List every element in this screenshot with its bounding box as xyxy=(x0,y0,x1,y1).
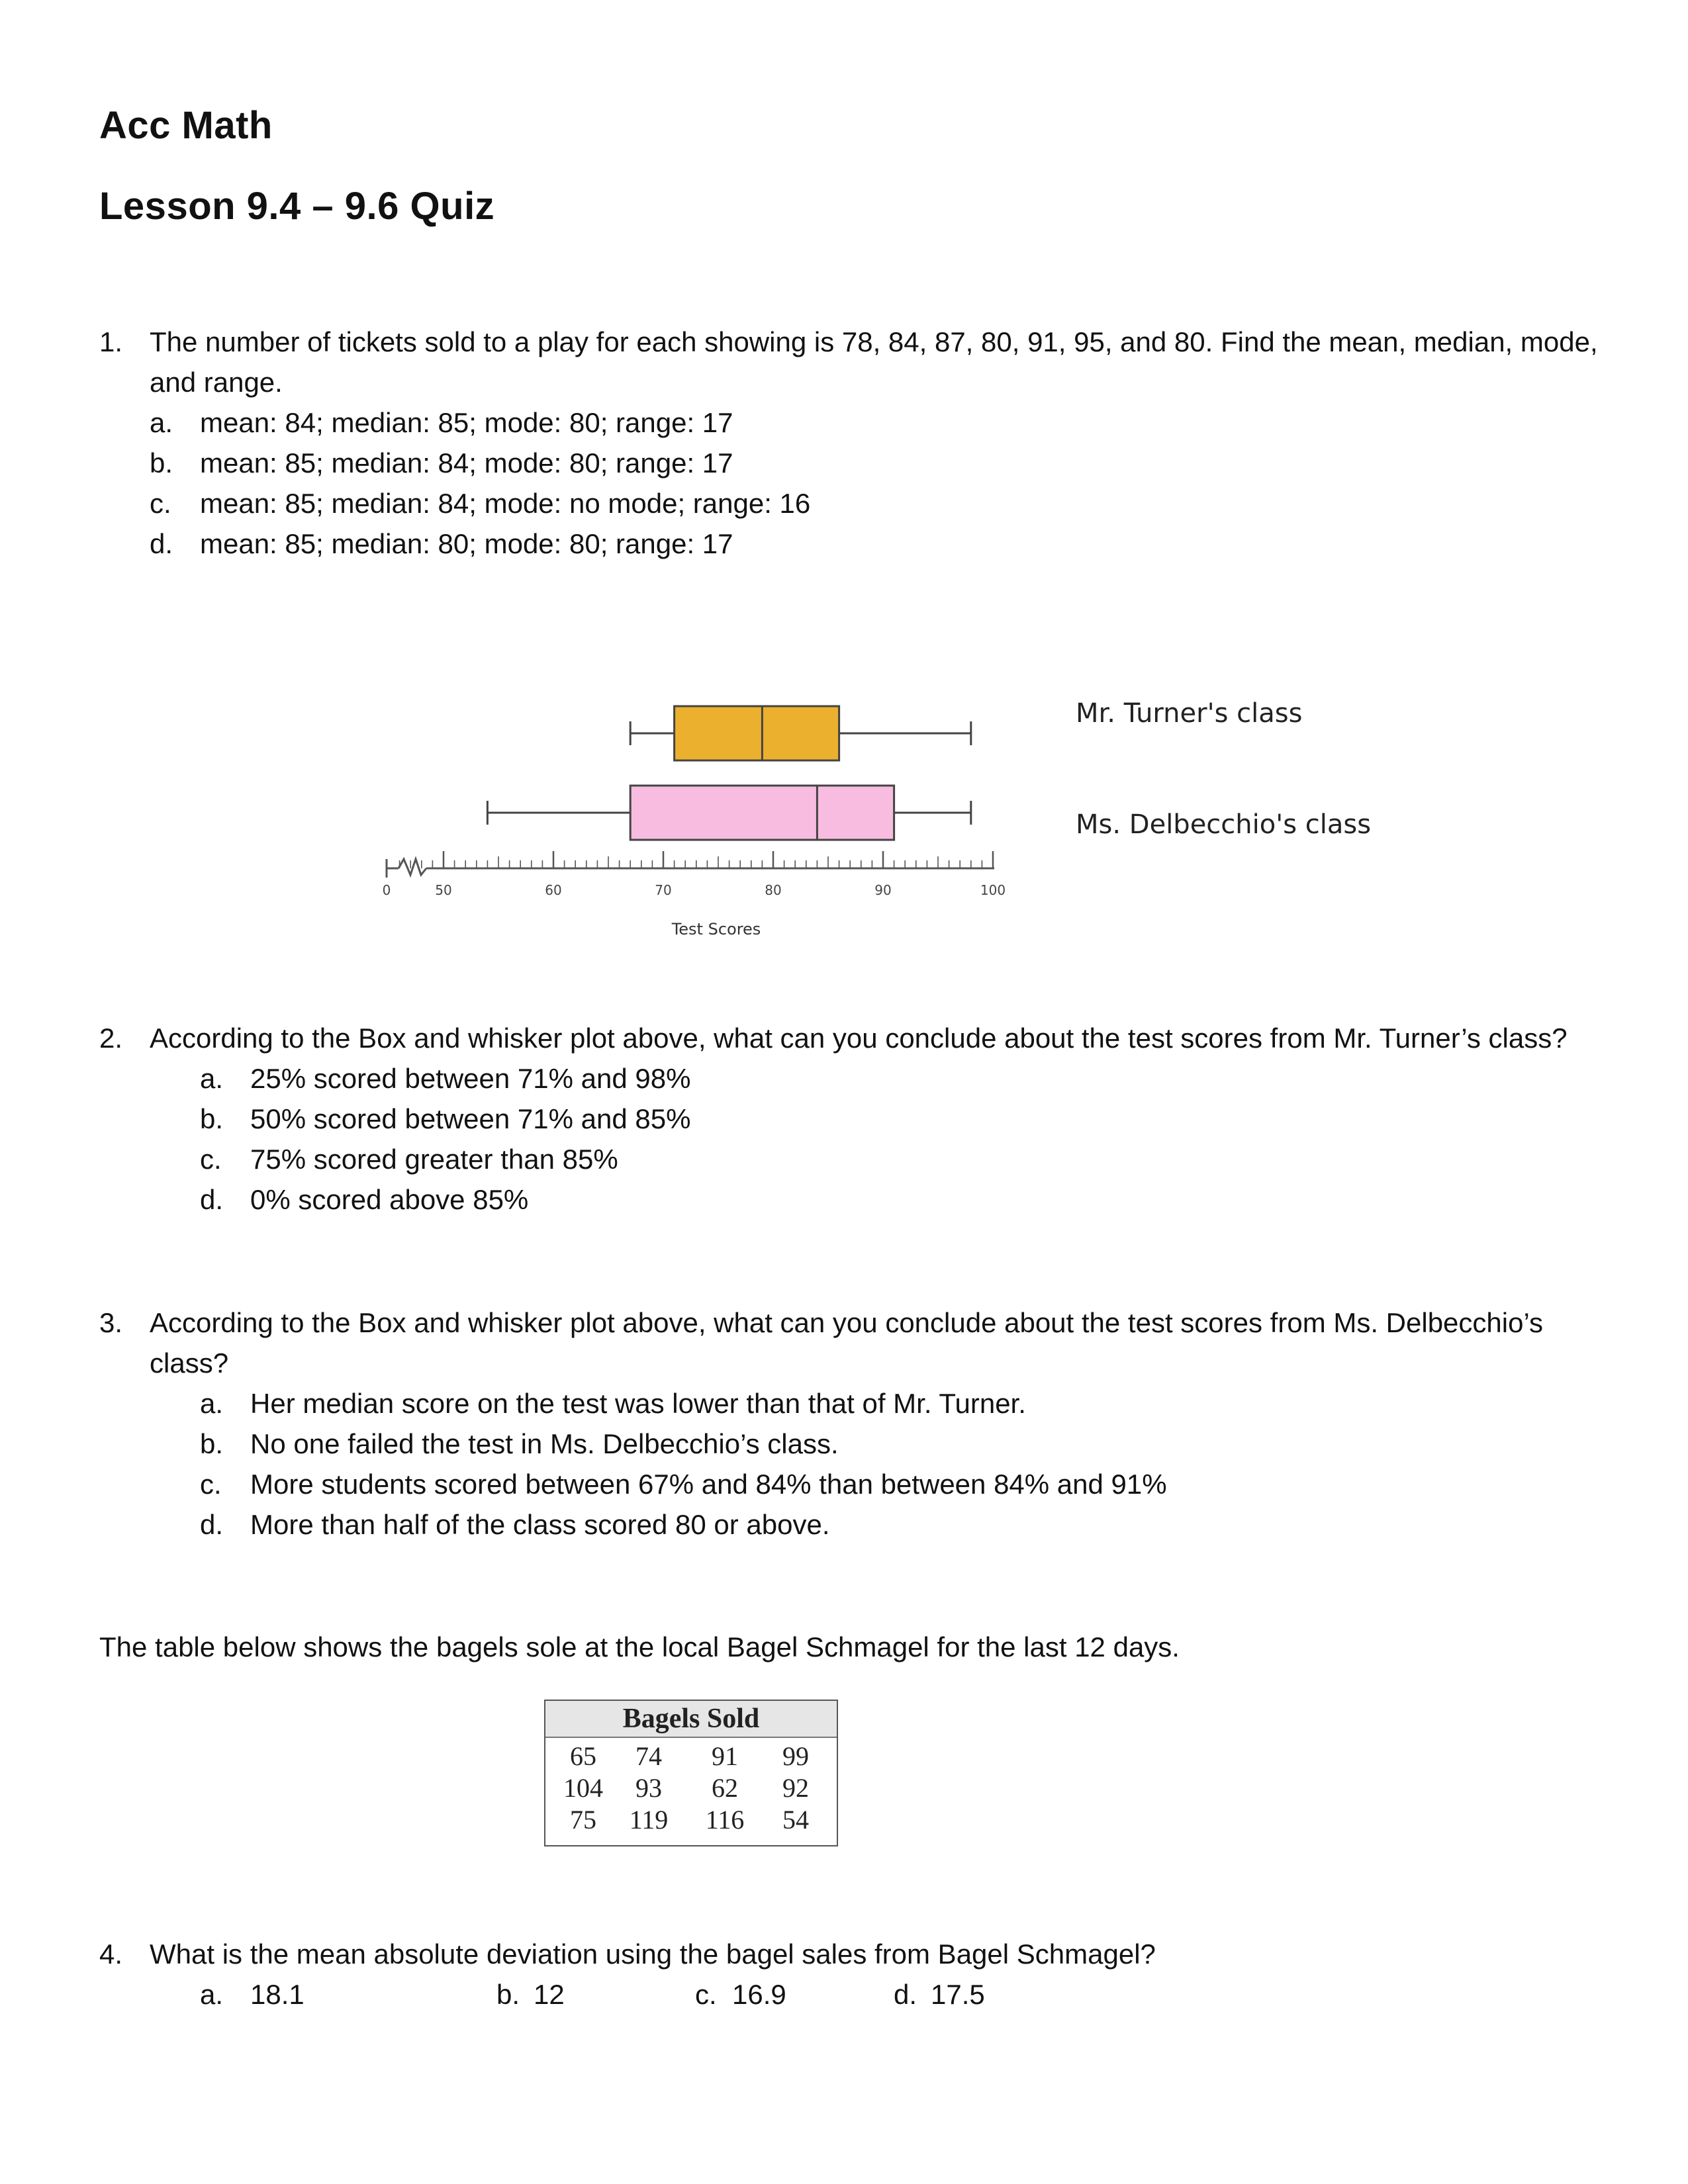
answer-option-c[interactable] xyxy=(150,483,1602,523)
option-text: More students scored between 67% and 84% than between 84% and 91% xyxy=(250,1469,1167,1500)
table-cell: 104 xyxy=(563,1773,603,1803)
option-letter: b. xyxy=(200,1103,224,1134)
answer-option-d[interactable] xyxy=(200,1504,1602,1545)
option-letter: d. xyxy=(150,528,173,559)
axis-break xyxy=(399,859,426,875)
table-body xyxy=(556,1741,829,1836)
option-letter: c. xyxy=(200,1144,222,1175)
table-intro-text: The table below shows the bagels sole at the local Bagel Schmagel for the last 12 days. xyxy=(99,1631,1180,1662)
question-text: The number of tickets sold to a play for each showing is 78, 84, 87, 80, 91, 95, and 80. Find the mean, median, mode, and range. xyxy=(150,326,1598,398)
axis-tick-label: 70 xyxy=(655,882,672,898)
table-cell: 116 xyxy=(705,1805,745,1835)
axis-tick-label: 60 xyxy=(545,882,562,898)
option-text: 75% scored greater than 85% xyxy=(250,1144,618,1175)
question-number: 2. xyxy=(99,1023,123,1054)
answer-option-b[interactable] xyxy=(200,1099,1602,1139)
question-text: What is the mean absolute deviation using the bagel sales from Bagel Schmagel? xyxy=(150,1938,1156,1970)
answer-options xyxy=(200,1974,1602,2015)
table-cell: 62 xyxy=(712,1773,738,1803)
option-text: mean: 84; median: 85; mode: 80; range: 17 xyxy=(200,407,733,438)
option-text: Her median score on the test was lower than that of Mr. Turner. xyxy=(250,1388,1026,1419)
answer-option-d[interactable] xyxy=(150,523,1602,564)
box-whisker-plot xyxy=(382,682,1372,960)
axis-tick-label: 90 xyxy=(874,882,892,898)
axis-tick-label: 50 xyxy=(435,882,452,898)
option-letter: d. xyxy=(894,1979,917,2010)
box-whisker-chart xyxy=(384,682,1046,960)
table-cell: 74 xyxy=(635,1741,662,1771)
option-letter: a. xyxy=(150,407,173,438)
delbecchio-series-label: Ms. Delbecchio's class xyxy=(1076,809,1372,840)
box-iqr xyxy=(630,786,894,840)
table-row xyxy=(556,1772,829,1804)
question-text: According to the Box and whisker plot above, what can you conclude about the test scores from Mr. Turner’s class? xyxy=(150,1023,1568,1054)
question-number: 3. xyxy=(99,1307,123,1338)
axis-tick-label: 0 xyxy=(382,882,391,898)
answer-option-b[interactable] xyxy=(150,443,1602,483)
option-letter: b. xyxy=(200,1428,224,1459)
axis-tick-label: 80 xyxy=(765,882,782,898)
question-1 xyxy=(99,322,1602,564)
option-text: 18.1 xyxy=(250,1979,305,2010)
question-2 xyxy=(99,1018,1602,1220)
answer-option-d[interactable] xyxy=(200,1179,1602,1220)
option-letter: a. xyxy=(200,1979,224,2010)
option-text: 12 xyxy=(534,1979,565,2010)
axis-tick-label: 100 xyxy=(980,882,1006,898)
question-text: According to the Box and whisker plot above, what can you conclude about the test scores from Ms. Delbecchio’s class? xyxy=(150,1307,1544,1379)
table-cell: 75 xyxy=(570,1805,596,1835)
answer-option-c[interactable] xyxy=(200,1139,1602,1179)
table-cell: 65 xyxy=(570,1741,596,1771)
question-number: 1. xyxy=(99,326,123,357)
bagels-sold-table xyxy=(544,1700,838,1846)
option-text: mean: 85; median: 84; mode: no mode; range: 16 xyxy=(200,488,811,519)
table-cell: 119 xyxy=(629,1805,669,1835)
answer-option-a[interactable] xyxy=(200,1383,1602,1424)
table-cell: 92 xyxy=(782,1773,809,1803)
table-title: Bagels Sold xyxy=(545,1701,837,1738)
question-number: 4. xyxy=(99,1938,123,1970)
course-title: Acc Math xyxy=(99,104,273,147)
answer-option-c[interactable] xyxy=(200,1464,1602,1504)
option-text: More than half of the class scored 80 or above. xyxy=(250,1509,830,1540)
option-text: mean: 85; median: 80; mode: 80; range: 17 xyxy=(200,528,733,559)
question-4 xyxy=(99,1934,1602,2015)
answer-options xyxy=(150,402,1602,564)
answer-options xyxy=(200,1058,1602,1220)
option-text: 0% scored above 85% xyxy=(250,1184,529,1215)
option-text: 16.9 xyxy=(732,1979,786,2010)
box-iqr xyxy=(675,706,839,760)
option-letter: d. xyxy=(200,1509,224,1540)
turner-series-label: Mr. Turner's class xyxy=(1076,698,1303,729)
table-row xyxy=(556,1741,829,1772)
option-text: 25% scored between 71% and 98% xyxy=(250,1063,691,1094)
option-letter: a. xyxy=(200,1063,224,1094)
table-row xyxy=(556,1804,829,1836)
x-axis-label: Test Scores xyxy=(671,920,761,938)
option-text: 50% scored between 71% and 85% xyxy=(250,1103,691,1134)
option-letter: c. xyxy=(150,488,171,519)
option-text: 17.5 xyxy=(931,1979,985,2010)
answer-option-a[interactable] xyxy=(200,1058,1602,1099)
option-letter: c. xyxy=(200,1469,222,1500)
option-letter: a. xyxy=(200,1388,224,1419)
option-letter: b. xyxy=(150,447,173,478)
option-text: mean: 85; median: 84; mode: 80; range: 17 xyxy=(200,447,733,478)
option-letter: c. xyxy=(695,1979,717,2010)
quiz-title: Lesson 9.4 – 9.6 Quiz xyxy=(99,185,495,228)
question-3 xyxy=(99,1302,1602,1545)
option-letter: d. xyxy=(200,1184,224,1215)
answer-option-b[interactable] xyxy=(200,1424,1602,1464)
option-letter: b. xyxy=(496,1979,520,2010)
table-cell: 99 xyxy=(782,1741,809,1771)
option-text: No one failed the test in Ms. Delbecchio’s class. xyxy=(250,1428,839,1459)
answer-options xyxy=(200,1383,1602,1545)
table-cell: 91 xyxy=(712,1741,738,1771)
table-cell: 54 xyxy=(782,1805,809,1835)
table-cell: 93 xyxy=(635,1773,662,1803)
answer-option-a[interactable] xyxy=(150,402,1602,443)
